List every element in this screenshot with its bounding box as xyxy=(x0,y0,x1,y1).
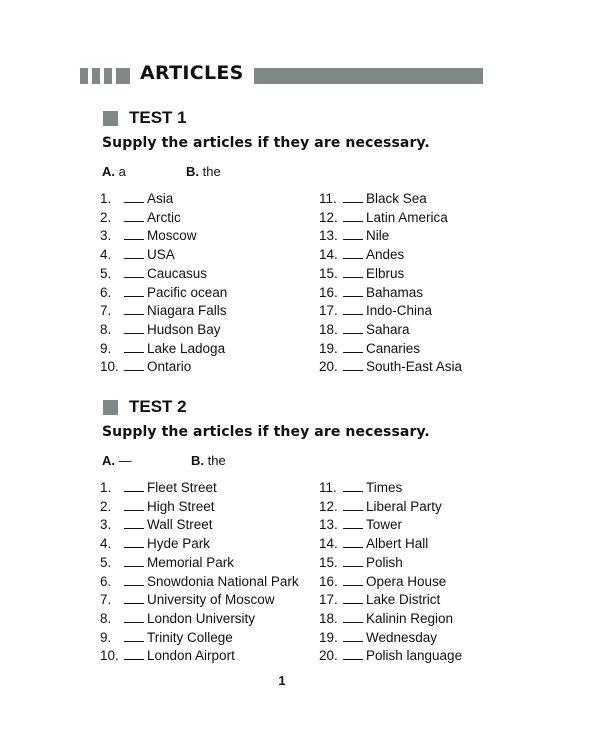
answer-blank[interactable] xyxy=(124,358,144,371)
list-item xyxy=(319,246,404,264)
list-item xyxy=(100,209,181,227)
item-number: 10. xyxy=(100,648,119,664)
answer-blank[interactable] xyxy=(343,629,363,642)
list-item xyxy=(319,516,402,534)
answer-blank[interactable] xyxy=(343,573,363,586)
item-number: 11. xyxy=(319,480,337,495)
item-text: Niagara Falls xyxy=(147,303,227,319)
list-item xyxy=(319,591,440,609)
item-text: Asia xyxy=(147,191,174,206)
item-text: Wall Street xyxy=(147,517,213,533)
item-number: 17. xyxy=(319,303,338,319)
item-text: Kalinin Region xyxy=(366,610,454,626)
answer-blank[interactable] xyxy=(343,302,363,315)
answer-blank[interactable] xyxy=(343,479,363,492)
answer-blank[interactable] xyxy=(124,647,144,660)
item-text: Tower xyxy=(366,517,403,533)
option-value: a xyxy=(118,164,126,179)
answer-blank[interactable] xyxy=(343,284,363,297)
item-text: Nile xyxy=(366,228,390,244)
item-text: Memorial Park xyxy=(147,554,235,570)
item-text: Lake Ladoga xyxy=(147,340,226,356)
header-bar-segment xyxy=(104,68,112,84)
item-text: Sahara xyxy=(366,321,410,337)
item-text: Times xyxy=(366,480,403,495)
item-number: 18. xyxy=(319,610,338,626)
answer-blank[interactable] xyxy=(343,190,363,203)
item-number: 6. xyxy=(100,573,112,589)
item-text: Snowdonia National Park xyxy=(147,573,299,589)
list-item xyxy=(100,498,215,516)
item-text: South-East Asia xyxy=(366,359,463,375)
answer-blank[interactable] xyxy=(343,340,363,353)
item-number: 8. xyxy=(100,321,112,337)
list-item xyxy=(319,358,462,376)
answer-blank[interactable] xyxy=(124,629,144,642)
list-item xyxy=(100,321,221,339)
answer-blank[interactable] xyxy=(124,340,144,353)
header-bar-right xyxy=(254,68,483,84)
list-item xyxy=(100,302,227,320)
list-item xyxy=(319,498,442,516)
list-item xyxy=(100,647,235,665)
option-letter: A. xyxy=(102,164,115,179)
list-item xyxy=(319,190,427,208)
answer-blank[interactable] xyxy=(124,610,144,623)
item-number: 3. xyxy=(100,228,112,244)
list-item xyxy=(319,340,420,358)
item-number: 19. xyxy=(319,340,338,356)
list-item xyxy=(100,265,207,283)
test2-instruction: Supply the articles if they are necessary. xyxy=(102,424,430,440)
item-text: Black Sea xyxy=(366,191,427,206)
list-item xyxy=(319,647,462,665)
test1-option-b xyxy=(186,164,221,179)
answer-blank[interactable] xyxy=(124,516,144,529)
list-item xyxy=(319,209,448,227)
item-number: 14. xyxy=(319,536,338,552)
item-number: 14. xyxy=(319,247,338,263)
item-number: 7. xyxy=(100,592,112,608)
list-item xyxy=(319,265,404,283)
answer-blank[interactable] xyxy=(343,591,363,604)
item-text: Latin America xyxy=(366,209,448,225)
test2-square-icon xyxy=(103,400,118,415)
list-item xyxy=(100,591,275,609)
list-item xyxy=(100,629,233,647)
answer-blank[interactable] xyxy=(124,190,144,203)
item-text: Liberal Party xyxy=(366,498,442,514)
item-text: Lake District xyxy=(366,592,441,608)
item-text: Opera House xyxy=(366,573,447,589)
answer-blank[interactable] xyxy=(124,284,144,297)
answer-blank[interactable] xyxy=(124,246,144,259)
item-text: Elbrus xyxy=(366,265,405,281)
item-text: Indo-China xyxy=(366,303,433,319)
answer-blank[interactable] xyxy=(124,265,144,278)
option-letter: A. xyxy=(102,453,115,468)
answer-blank[interactable] xyxy=(343,246,363,259)
item-number: 11. xyxy=(319,191,337,206)
answer-blank[interactable] xyxy=(343,535,363,548)
item-number: 19. xyxy=(319,629,338,645)
item-number: 10. xyxy=(100,359,119,375)
list-item xyxy=(100,610,255,628)
list-item xyxy=(100,227,197,245)
answer-blank[interactable] xyxy=(343,321,363,334)
item-text: Wednesday xyxy=(366,629,438,645)
answer-blank[interactable] xyxy=(343,265,363,278)
item-text: Polish xyxy=(366,554,403,570)
answer-blank[interactable] xyxy=(124,591,144,604)
list-item xyxy=(319,284,423,302)
list-item xyxy=(319,321,410,339)
item-text: Fleet Street xyxy=(147,480,217,495)
item-number: 8. xyxy=(100,610,112,626)
item-text: Andes xyxy=(366,247,405,263)
test1-square-icon xyxy=(103,111,118,126)
option-letter: B. xyxy=(191,453,204,468)
list-item xyxy=(319,479,402,497)
item-number: 1. xyxy=(100,191,112,206)
item-text: London University xyxy=(147,610,256,626)
list-item xyxy=(319,610,453,628)
item-number: 17. xyxy=(319,592,338,608)
item-number: 20. xyxy=(319,648,338,664)
page-title: ARTICLES xyxy=(140,62,244,84)
item-text: Polish language xyxy=(366,648,463,664)
list-item xyxy=(100,573,299,591)
answer-blank[interactable] xyxy=(124,479,144,492)
test1-title: TEST 1 xyxy=(129,108,187,127)
option-letter: B. xyxy=(186,164,199,179)
item-text: USA xyxy=(147,247,175,263)
item-number: 1. xyxy=(100,480,112,495)
item-number: 2. xyxy=(100,498,112,514)
item-number: 5. xyxy=(100,265,112,281)
item-number: 4. xyxy=(100,247,112,263)
item-text: Arctic xyxy=(147,209,181,225)
answer-blank[interactable] xyxy=(343,209,363,222)
answer-blank[interactable] xyxy=(124,321,144,334)
item-text: Canaries xyxy=(366,340,421,356)
item-number: 20. xyxy=(319,359,338,375)
item-number: 12. xyxy=(319,209,338,225)
test2-option-b xyxy=(191,453,226,468)
item-text: Ontario xyxy=(147,359,192,375)
item-number: 5. xyxy=(100,554,112,570)
test2-title: TEST 2 xyxy=(129,397,187,416)
item-text: Pacific ocean xyxy=(147,284,228,300)
item-text: Moscow xyxy=(147,228,197,244)
item-number: 13. xyxy=(319,517,338,533)
item-text: Bahamas xyxy=(366,284,424,300)
item-number: 16. xyxy=(319,284,338,300)
item-text: Caucasus xyxy=(147,265,208,281)
item-number: 18. xyxy=(319,321,338,337)
answer-blank[interactable] xyxy=(124,302,144,315)
item-number: 9. xyxy=(100,629,112,645)
item-number: 6. xyxy=(100,284,112,300)
test2-option-a xyxy=(102,453,132,468)
answer-blank[interactable] xyxy=(124,209,144,222)
answer-blank[interactable] xyxy=(343,516,363,529)
item-number: 16. xyxy=(319,573,338,589)
test1-instruction: Supply the articles if they are necessary. xyxy=(102,135,430,151)
item-number: 3. xyxy=(100,517,112,533)
answer-blank[interactable] xyxy=(343,610,363,623)
answer-blank[interactable] xyxy=(124,535,144,548)
answer-blank[interactable] xyxy=(343,358,363,371)
list-item xyxy=(100,479,217,497)
answer-blank[interactable] xyxy=(343,554,363,567)
list-item xyxy=(100,554,234,572)
answer-blank[interactable] xyxy=(124,498,144,511)
header-bar-segment xyxy=(92,68,100,84)
header-bar-segment xyxy=(116,68,130,84)
item-text: University of Moscow xyxy=(147,592,275,608)
item-number: 2. xyxy=(100,209,112,225)
item-text: High Street xyxy=(147,498,215,514)
answer-blank[interactable] xyxy=(124,227,144,240)
test1-option-a xyxy=(102,164,126,179)
header-bar-segment xyxy=(80,68,88,84)
list-item xyxy=(319,554,403,572)
item-number: 15. xyxy=(319,265,338,281)
list-item xyxy=(100,516,213,534)
option-value: the xyxy=(207,453,226,468)
item-number: 13. xyxy=(319,228,338,244)
answer-blank[interactable] xyxy=(124,554,144,567)
list-item xyxy=(100,340,225,358)
answer-blank[interactable] xyxy=(343,227,363,240)
item-text: Hudson Bay xyxy=(147,321,221,337)
list-item xyxy=(100,190,173,208)
item-number: 15. xyxy=(319,554,338,570)
item-text: Albert Hall xyxy=(366,536,429,552)
list-item xyxy=(319,573,446,591)
item-text: London Airport xyxy=(147,648,235,664)
option-value: — xyxy=(118,453,132,468)
list-item xyxy=(100,535,210,553)
answer-blank[interactable] xyxy=(343,647,363,660)
page-number: 1 xyxy=(278,673,286,688)
list-item xyxy=(319,302,432,320)
item-number: 12. xyxy=(319,498,338,514)
item-number: 9. xyxy=(100,340,112,356)
list-item xyxy=(100,246,175,264)
item-text: Trinity College xyxy=(147,629,233,645)
answer-blank[interactable] xyxy=(343,498,363,511)
list-item xyxy=(319,227,389,245)
list-item xyxy=(319,629,437,647)
item-number: 4. xyxy=(100,536,112,552)
item-text: Hyde Park xyxy=(147,536,211,552)
answer-blank[interactable] xyxy=(124,573,144,586)
option-value: the xyxy=(202,164,221,179)
list-item xyxy=(319,535,428,553)
item-number: 7. xyxy=(100,303,112,319)
list-item xyxy=(100,358,191,376)
list-item xyxy=(100,284,227,302)
